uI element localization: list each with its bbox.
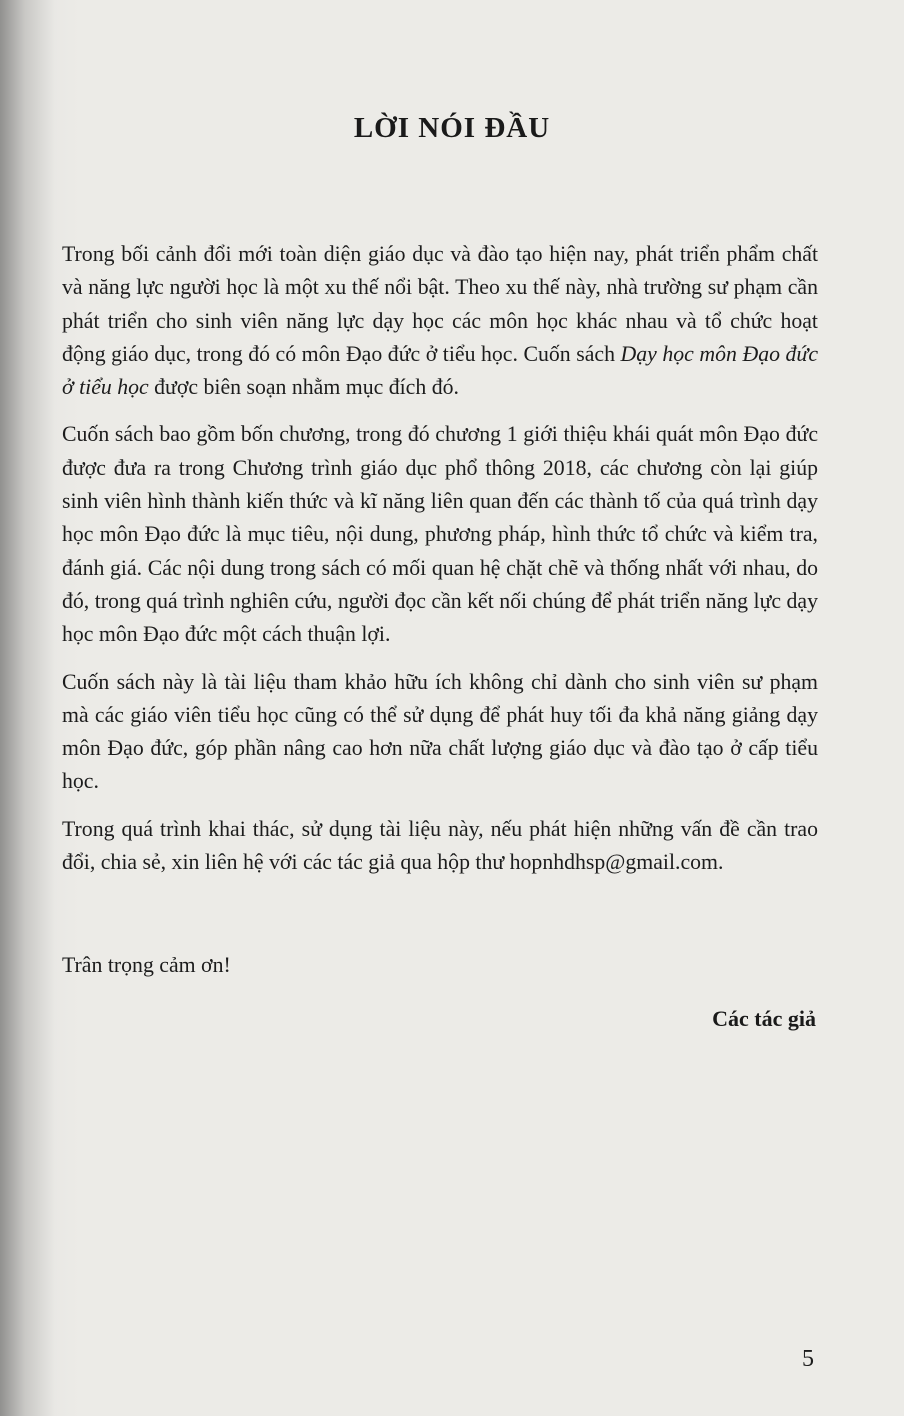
thanks-line: Trân trọng cảm ơn! — [62, 953, 231, 977]
paragraph-1-part-3: được biên soạn nhằm mục đích đó. — [148, 375, 459, 400]
page-title: LỜI NÓI ĐẦU — [353, 112, 551, 144]
paragraph-1-part-1: Trong bối cảnh đổi mới toàn diện giáo dục và đào tạo hiện nay, phát triển phẩm chất và năng lực người học là một xu thế nổi bật. Theo xu thế này, nhà trường sư phạm cần phát triển cho sinh viên năng lực dạy học các môn học khác nhau và tổ chức hoạt động giáo dục, trong đó có môn Đạo đức ở tiểu học. Cuốn sách — [62, 242, 818, 366]
author-signature: Các tác giả — [712, 1006, 816, 1031]
paragraph-4: Trong quá trình khai thác, sử dụng tài liệu này, nếu phát hiện những vấn đề cần trao đổi, chia sẻ, xin liên hệ với các tác giả qua hộp thư hopnhdhsp@gmail.com. — [62, 816, 818, 875]
page-number: 5 — [802, 1346, 814, 1372]
paragraph-1 — [62, 238, 818, 404]
paragraph-2: Cuốn sách bao gồm bốn chương, trong đó chương 1 giới thiệu khái quát môn Đạo đức được đưa ra trong Chương trình giáo dục phổ thông 2018, các chương còn lại giúp sinh viên hình thành kiến thức và kĩ năng liên quan đến các thành tố của quá trình dạy học môn Đạo đức là mục tiêu, nội dung, phương pháp, hình thức tổ chức và kiểm tra, đánh giá. Các nội dung trong sách có mối quan hệ chặt chẽ và thống nhất với nhau, do đó, trong quá trình nghiên cứu, người đọc cần kết nối chúng để phát triển năng lực dạy học môn Đạo đức một cách thuận lợi. — [62, 422, 818, 647]
paragraph-3: Cuốn sách này là tài liệu tham khảo hữu ích không chỉ dành cho sinh viên sư phạm mà các giáo viên tiểu học cũng có thể sử dụng để phát huy tối đa khả năng giảng dạy môn Đạo đức, góp phần nâng cao hơn nữa chất lượng giáo dục và đào tạo ở cấp tiểu học. — [62, 669, 818, 794]
body-text — [62, 238, 818, 879]
book-title-italic: Dạy học môn Đạo đức ở tiểu học — [62, 341, 818, 400]
